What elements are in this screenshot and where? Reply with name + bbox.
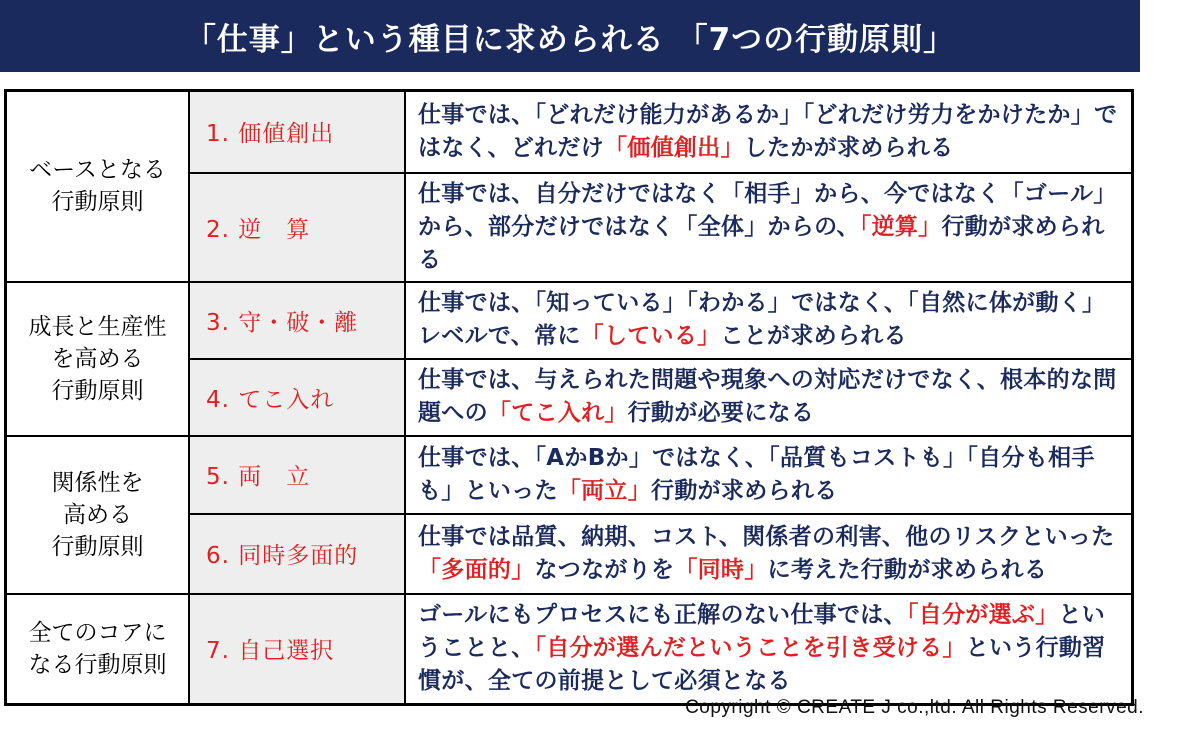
principle-name: 7. 自己選択: [189, 594, 405, 705]
desc-segment: 行動が必要になる: [627, 400, 815, 426]
table-row: [6, 436, 1133, 514]
category-line: 行動原則: [51, 189, 144, 216]
category-line: 行動原則: [51, 377, 144, 404]
desc-highlight: 「価値創出」: [603, 134, 744, 161]
desc-highlight: 「同時」: [674, 556, 768, 583]
principle-name: 2. 逆 算: [189, 173, 405, 282]
desc-segment: ゴールにもプロセスにも正解のない仕事では、: [418, 602, 907, 629]
principle-description: [405, 91, 1133, 173]
category-line: なる行動原則: [28, 651, 167, 678]
principle-name: 3. 守・破・離: [189, 282, 405, 359]
principles-table: [4, 89, 1134, 706]
principle-description: [405, 359, 1133, 436]
desc-highlight: 「てこ入れ」: [487, 400, 628, 426]
desc-highlight: 「逆算」: [859, 213, 942, 240]
principle-description: [405, 514, 1133, 594]
desc-highlight: 「している」: [580, 323, 721, 349]
principle-name: 6. 同時多面的: [189, 514, 405, 594]
desc-segment: という行動習慣が、全ての前提として必須となる: [418, 635, 1106, 695]
category-cell: [6, 91, 190, 282]
desc-segment: 仕事では、「AかBか」ではなく、「品質もコストも」「自分も相手も」といった: [418, 444, 1095, 504]
category-line: 行動原則: [51, 533, 144, 560]
desc-highlight: 「両立」: [557, 477, 652, 504]
principle-name: 5. 両 立: [189, 436, 405, 514]
title-banner: [0, 0, 1140, 72]
category-cell: [6, 282, 190, 436]
table-row: [6, 282, 1133, 359]
table-row: [6, 91, 1133, 173]
desc-segment: ことが求められる: [720, 323, 907, 349]
category-cell: [6, 594, 190, 705]
category-line: を高める: [51, 345, 144, 372]
page-title: 「仕事」という種目に求められる 「7つの行動原則」: [184, 21, 956, 58]
desc-highlight: 「多面的」: [418, 556, 535, 583]
category-line: 高める: [63, 501, 132, 528]
table-row: [6, 594, 1133, 705]
desc-segment: 行動が求められる: [418, 213, 1105, 273]
category-line: 成長と生産性: [28, 313, 167, 340]
desc-segment: 行動が求められる: [651, 477, 838, 504]
desc-highlight: 「自分が選んだということを引き受ける」: [534, 635, 966, 662]
category-line: 関係性を: [51, 469, 144, 496]
desc-segment: に考えた行動が求められる: [767, 556, 1048, 583]
principle-description: [405, 436, 1133, 514]
desc-segment: 仕事では、与えられた問題や現象への対応だけでなく、根本的な問題への: [418, 367, 1117, 426]
desc-segment: なつながりを: [534, 556, 675, 583]
desc-segment: 仕事では、「知っている」「わかる」ではなく、「自然に体が動く」レベルで、常に: [418, 290, 1106, 349]
category-line: ベースとなる: [29, 157, 166, 184]
desc-segment: 仕事では、「どれだけ能力があるか」「どれだけ労力をかけたか」ではなく、どれだけ: [418, 101, 1118, 161]
desc-highlight: 「自分が選ぶ」: [906, 602, 1059, 629]
principle-name: 4. てこ入れ: [189, 359, 405, 436]
principle-description: [405, 173, 1133, 282]
category-line: 全てのコアに: [28, 619, 167, 646]
desc-segment: 仕事では品質、納期、コスト、関係者の利害、他のリスクといった: [418, 523, 1115, 550]
category-cell: [6, 436, 190, 594]
principle-description: [405, 594, 1133, 705]
principle-name: 1. 価値創出: [189, 91, 405, 173]
desc-segment: ということと、: [418, 602, 1106, 662]
principle-description: [405, 282, 1133, 359]
copyright-notice: Copyright © CREATE J co.,ltd. All Rights Reserved.: [685, 697, 1144, 718]
desc-segment: したかが求められる: [743, 134, 954, 161]
desc-segment: 仕事では、自分だけではなく「相手」から、今ではなく「ゴール」から、部分だけではなく「全体」からの、: [418, 180, 1117, 240]
